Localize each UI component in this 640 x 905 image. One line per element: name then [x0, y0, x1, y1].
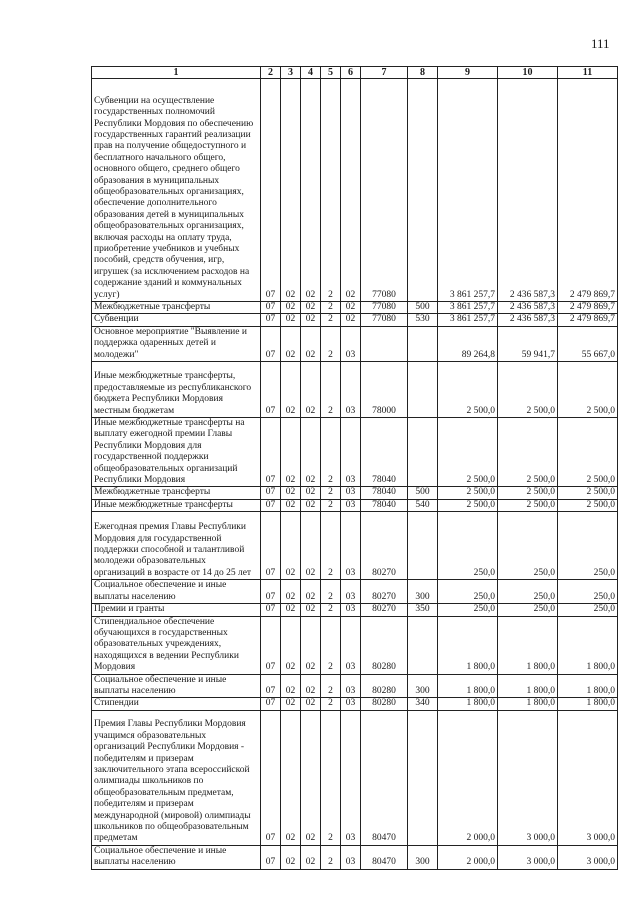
- amount-year-1-cell: 2 500,0: [438, 362, 498, 418]
- amount-year-1-cell: 2 500,0: [438, 418, 498, 487]
- amount-year-2-cell: 59 941,7: [498, 326, 558, 361]
- code-expense-type-cell: [408, 79, 438, 302]
- code-program-cell: 2: [321, 710, 341, 845]
- amount-year-1-cell: 250,0: [438, 604, 498, 616]
- code-section-cell: 02: [281, 302, 301, 314]
- header-cell: 4: [301, 67, 321, 79]
- header-cell: 5: [321, 67, 341, 79]
- table-row: [92, 580, 618, 604]
- code-subsection-cell: 02: [301, 487, 321, 499]
- code-program-cell: 2: [321, 604, 341, 616]
- amount-year-2-cell: 250,0: [498, 580, 558, 604]
- code-ministry-cell: 07: [261, 302, 281, 314]
- code-program-cell: 2: [321, 499, 341, 511]
- code-section-cell: 02: [281, 314, 301, 326]
- code-expense-type-cell: 500: [408, 487, 438, 499]
- code-activity-cell: 03: [341, 674, 361, 698]
- code-direction-cell: 77080: [361, 79, 408, 302]
- page-number: 111: [591, 36, 610, 51]
- code-activity-cell: 03: [341, 326, 361, 361]
- code-program-cell: 2: [321, 79, 341, 302]
- table-row: [92, 418, 618, 487]
- expense-name-cell: Субвенции: [92, 314, 261, 326]
- code-section-cell: 02: [281, 698, 301, 710]
- table-row: [92, 314, 618, 326]
- header-cell: 10: [498, 67, 558, 79]
- budget-table: [91, 66, 618, 870]
- amount-year-2-cell: 2 500,0: [498, 487, 558, 499]
- code-ministry-cell: 07: [261, 710, 281, 845]
- amount-year-2-cell: 1 800,0: [498, 616, 558, 674]
- amount-year-3-cell: 2 479 869,7: [558, 302, 618, 314]
- code-subsection-cell: 02: [301, 616, 321, 674]
- table-row: [92, 710, 618, 845]
- code-ministry-cell: 07: [261, 314, 281, 326]
- code-direction-cell: 77080: [361, 314, 408, 326]
- amount-year-2-cell: 2 500,0: [498, 499, 558, 511]
- code-section-cell: 02: [281, 512, 301, 580]
- code-activity-cell: 03: [341, 487, 361, 499]
- code-expense-type-cell: 300: [408, 845, 438, 869]
- code-section-cell: 02: [281, 362, 301, 418]
- expense-name-cell: Социальное обеспечение и иные выплаты населению: [92, 845, 261, 869]
- code-ministry-cell: 07: [261, 845, 281, 869]
- code-subsection-cell: 02: [301, 845, 321, 869]
- amount-year-3-cell: 3 000,0: [558, 845, 618, 869]
- amount-year-1-cell: 250,0: [438, 512, 498, 580]
- code-subsection-cell: 02: [301, 302, 321, 314]
- code-program-cell: 2: [321, 580, 341, 604]
- expense-name-cell: Социальное обеспечение и иные выплаты населению: [92, 674, 261, 698]
- code-activity-cell: 03: [341, 604, 361, 616]
- amount-year-3-cell: 2 500,0: [558, 418, 618, 487]
- expense-name-cell: Межбюджетные трансферты: [92, 487, 261, 499]
- code-expense-type-cell: 300: [408, 674, 438, 698]
- code-direction-cell: 78000: [361, 362, 408, 418]
- expense-name-cell: Иные межбюджетные трансферты на выплату ежегодной премии Главы Республики Мордовия для государственной поддержки общеобразовательных организаций Республики Мордовия: [92, 418, 261, 487]
- amount-year-1-cell: 3 861 257,7: [438, 314, 498, 326]
- code-program-cell: 2: [321, 362, 341, 418]
- amount-year-3-cell: 2 479 869,7: [558, 314, 618, 326]
- amount-year-2-cell: 1 800,0: [498, 674, 558, 698]
- table-row: [92, 487, 618, 499]
- code-ministry-cell: 07: [261, 674, 281, 698]
- header-cell: 3: [281, 67, 301, 79]
- code-subsection-cell: 02: [301, 698, 321, 710]
- code-ministry-cell: 07: [261, 418, 281, 487]
- code-direction-cell: 80470: [361, 710, 408, 845]
- expense-name-cell: Субвенции на осуществление государственных полномочий Республики Мордовия по обеспечению государственных гарантий реализации прав на получение общедоступного и бесплатного начального общего, основного общего, среднего общего образования в муниципальных общеобразовательных организациях, обеспечение дополнительного образования детей в муниципальных общеобразовательных организациях, включая расходы на оплату труда, приобретение учебников и учебных пособий, средств обучения, игр, игрушек (за исключением расходов на содержание зданий и коммунальных услуг): [92, 79, 261, 302]
- header-cell: 2: [261, 67, 281, 79]
- amount-year-1-cell: 1 800,0: [438, 674, 498, 698]
- code-program-cell: 2: [321, 674, 341, 698]
- header-cell: 8: [408, 67, 438, 79]
- amount-year-3-cell: 2 479 869,7: [558, 79, 618, 302]
- code-ministry-cell: 07: [261, 487, 281, 499]
- table-row: [92, 674, 618, 698]
- table-row: [92, 302, 618, 314]
- code-direction-cell: 78040: [361, 487, 408, 499]
- expense-name-cell: Премия Главы Республики Мордовия учащимся образовательных организаций Республики Мордовия - победителям и призерам заключительного этапа всероссийской олимпиады школьников по общеобразовательным предметам, победителям и призерам международной (мировой) олимпиады школьников по общеобразовательным предметам: [92, 710, 261, 845]
- header-row: [92, 67, 618, 79]
- code-direction-cell: 80270: [361, 604, 408, 616]
- code-section-cell: 02: [281, 616, 301, 674]
- amount-year-3-cell: 2 500,0: [558, 499, 618, 511]
- code-program-cell: 2: [321, 845, 341, 869]
- amount-year-1-cell: 2 500,0: [438, 499, 498, 511]
- amount-year-2-cell: 1 800,0: [498, 698, 558, 710]
- code-ministry-cell: 07: [261, 362, 281, 418]
- header-cell: 9: [438, 67, 498, 79]
- code-program-cell: 2: [321, 698, 341, 710]
- code-activity-cell: 03: [341, 512, 361, 580]
- amount-year-1-cell: 250,0: [438, 580, 498, 604]
- code-program-cell: 2: [321, 314, 341, 326]
- code-activity-cell: 03: [341, 698, 361, 710]
- table-row: [92, 845, 618, 869]
- expense-name-cell: Ежегодная премия Главы Республики Мордовия для государственной поддержки способной и талантливой молодежи образовательных организаций в возрасте от 14 до 25 лет: [92, 512, 261, 580]
- table-row: [92, 362, 618, 418]
- code-activity-cell: 02: [341, 79, 361, 302]
- header-cell: 7: [361, 67, 408, 79]
- table-row: [92, 512, 618, 580]
- amount-year-1-cell: 2 500,0: [438, 487, 498, 499]
- code-expense-type-cell: 540: [408, 499, 438, 511]
- table-row: [92, 604, 618, 616]
- code-subsection-cell: 02: [301, 314, 321, 326]
- code-section-cell: 02: [281, 499, 301, 511]
- expense-name-cell: Основное мероприятие "Выявление и поддержка одаренных детей и молодежи": [92, 326, 261, 361]
- code-subsection-cell: 02: [301, 710, 321, 845]
- amount-year-3-cell: 3 000,0: [558, 710, 618, 845]
- table-row: [92, 326, 618, 361]
- code-section-cell: 02: [281, 674, 301, 698]
- amount-year-1-cell: 89 264,8: [438, 326, 498, 361]
- code-direction-cell: 80270: [361, 580, 408, 604]
- code-activity-cell: 03: [341, 616, 361, 674]
- code-ministry-cell: 07: [261, 512, 281, 580]
- amount-year-3-cell: 1 800,0: [558, 698, 618, 710]
- code-expense-type-cell: [408, 710, 438, 845]
- amount-year-2-cell: 3 000,0: [498, 710, 558, 845]
- code-program-cell: 2: [321, 418, 341, 487]
- code-subsection-cell: 02: [301, 499, 321, 511]
- code-activity-cell: 03: [341, 499, 361, 511]
- expense-name-cell: Иные межбюджетные трансферты, предоставляемые из республиканского бюджета Республики Мордовия местным бюджетам: [92, 362, 261, 418]
- code-direction-cell: 80470: [361, 845, 408, 869]
- code-section-cell: 02: [281, 79, 301, 302]
- amount-year-1-cell: 3 861 257,7: [438, 79, 498, 302]
- code-ministry-cell: 07: [261, 698, 281, 710]
- expense-name-cell: Стипендиальное обеспечение обучающихся в государственных образовательных учреждениях, находящихся в ведении Республики Мордовия: [92, 616, 261, 674]
- code-direction-cell: 78040: [361, 418, 408, 487]
- code-program-cell: 2: [321, 616, 341, 674]
- amount-year-2-cell: 2 436 587,3: [498, 79, 558, 302]
- table-row: [92, 698, 618, 710]
- code-section-cell: 02: [281, 845, 301, 869]
- code-section-cell: 02: [281, 418, 301, 487]
- code-expense-type-cell: [408, 616, 438, 674]
- amount-year-2-cell: 2 500,0: [498, 362, 558, 418]
- amount-year-2-cell: 250,0: [498, 512, 558, 580]
- code-expense-type-cell: [408, 512, 438, 580]
- code-direction-cell: 80280: [361, 616, 408, 674]
- table-row: [92, 499, 618, 511]
- code-expense-type-cell: 530: [408, 314, 438, 326]
- code-direction-cell: 80270: [361, 512, 408, 580]
- code-expense-type-cell: 500: [408, 302, 438, 314]
- code-section-cell: 02: [281, 326, 301, 361]
- code-section-cell: 02: [281, 604, 301, 616]
- amount-year-1-cell: 2 000,0: [438, 710, 498, 845]
- code-ministry-cell: 07: [261, 79, 281, 302]
- code-ministry-cell: 07: [261, 326, 281, 361]
- amount-year-3-cell: 2 500,0: [558, 487, 618, 499]
- code-activity-cell: 03: [341, 580, 361, 604]
- amount-year-3-cell: 250,0: [558, 604, 618, 616]
- amount-year-3-cell: 2 500,0: [558, 362, 618, 418]
- expense-name-cell: Межбюджетные трансферты: [92, 302, 261, 314]
- code-activity-cell: 03: [341, 710, 361, 845]
- code-subsection-cell: 02: [301, 674, 321, 698]
- code-program-cell: 2: [321, 487, 341, 499]
- code-program-cell: 2: [321, 302, 341, 314]
- expense-name-cell: Социальное обеспечение и иные выплаты населению: [92, 580, 261, 604]
- code-section-cell: 02: [281, 710, 301, 845]
- expense-name-cell: Премии и гранты: [92, 604, 261, 616]
- amount-year-3-cell: 250,0: [558, 580, 618, 604]
- code-expense-type-cell: [408, 418, 438, 487]
- header-cell: 6: [341, 67, 361, 79]
- code-direction-cell: 80280: [361, 674, 408, 698]
- code-subsection-cell: 02: [301, 326, 321, 361]
- code-expense-type-cell: 350: [408, 604, 438, 616]
- code-program-cell: 2: [321, 326, 341, 361]
- code-ministry-cell: 07: [261, 604, 281, 616]
- code-activity-cell: 03: [341, 362, 361, 418]
- code-direction-cell: [361, 326, 408, 361]
- code-subsection-cell: 02: [301, 512, 321, 580]
- code-subsection-cell: 02: [301, 418, 321, 487]
- code-expense-type-cell: [408, 362, 438, 418]
- code-ministry-cell: 07: [261, 499, 281, 511]
- code-ministry-cell: 07: [261, 616, 281, 674]
- header-cell: 1: [92, 67, 261, 79]
- table-row: [92, 79, 618, 302]
- amount-year-3-cell: 1 800,0: [558, 616, 618, 674]
- amount-year-3-cell: 55 667,0: [558, 326, 618, 361]
- code-activity-cell: 03: [341, 845, 361, 869]
- table-row: [92, 616, 618, 674]
- header-cell: 11: [558, 67, 618, 79]
- code-direction-cell: 80280: [361, 698, 408, 710]
- code-expense-type-cell: 340: [408, 698, 438, 710]
- code-expense-type-cell: 300: [408, 580, 438, 604]
- amount-year-1-cell: 2 000,0: [438, 845, 498, 869]
- amount-year-1-cell: 3 861 257,7: [438, 302, 498, 314]
- code-direction-cell: 78040: [361, 499, 408, 511]
- amount-year-2-cell: 2 500,0: [498, 418, 558, 487]
- expense-name-cell: Иные межбюджетные трансферты: [92, 499, 261, 511]
- amount-year-3-cell: 250,0: [558, 512, 618, 580]
- amount-year-1-cell: 1 800,0: [438, 616, 498, 674]
- code-subsection-cell: 02: [301, 362, 321, 418]
- code-activity-cell: 03: [341, 418, 361, 487]
- code-activity-cell: 02: [341, 302, 361, 314]
- code-section-cell: 02: [281, 580, 301, 604]
- code-subsection-cell: 02: [301, 604, 321, 616]
- amount-year-2-cell: 250,0: [498, 604, 558, 616]
- amount-year-2-cell: 3 000,0: [498, 845, 558, 869]
- amount-year-2-cell: 2 436 587,3: [498, 302, 558, 314]
- code-program-cell: 2: [321, 512, 341, 580]
- code-subsection-cell: 02: [301, 580, 321, 604]
- expense-name-cell: Стипендии: [92, 698, 261, 710]
- code-direction-cell: 77080: [361, 302, 408, 314]
- code-expense-type-cell: [408, 326, 438, 361]
- code-section-cell: 02: [281, 487, 301, 499]
- amount-year-2-cell: 2 436 587,3: [498, 314, 558, 326]
- code-subsection-cell: 02: [301, 79, 321, 302]
- code-activity-cell: 02: [341, 314, 361, 326]
- amount-year-3-cell: 1 800,0: [558, 674, 618, 698]
- code-ministry-cell: 07: [261, 580, 281, 604]
- amount-year-1-cell: 1 800,0: [438, 698, 498, 710]
